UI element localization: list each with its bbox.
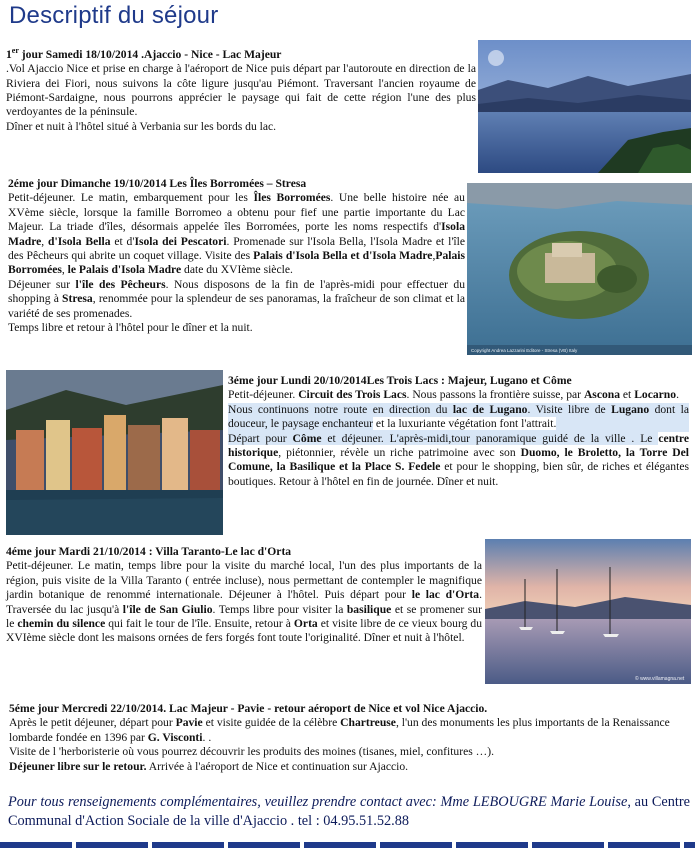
page-title: Descriptif du séjour	[9, 2, 219, 29]
sunset-lake-photo	[485, 539, 691, 684]
contact-details: , au Centre Communal d'Action Sociale de la ville d'Ajaccio . tel : 04.95.51.52.88	[8, 794, 691, 829]
day5-paragraph-3: Déjeuner libre sur le retour. Arrivée à l'aéroport de Nice et continuation sur Ajaccio.	[9, 759, 409, 773]
lake-maggiore-photo	[478, 40, 691, 173]
day4-title: 4éme jour Mardi 21/10/2014 : Villa Taranto-Le lac d'Orta	[6, 545, 292, 558]
day1-text: .Vol Ajaccio Nice et prise en charge à l'aéroport de Nice puis départ par l'autoroute en direction de la Riviera dei Fiori, nous suivons la côte ligure jusqu'au Piémont. Traversant l'ancien royaume de Piémont-Sardaigne, nous pourrons apprécier le paysage qui fait de cette région l'une des plus verdoyantes de la péninsule.	[6, 62, 476, 119]
bottom-border	[0, 842, 695, 848]
day3-section	[228, 374, 689, 489]
day3-title: 3éme jour Lundi 20/10/2014Les Trois Lacs : Majeur, Lugano et Côme	[228, 374, 572, 387]
photo-credit: Copyright Andrea Lazzarini Editore - Stresa (VB) Italy	[471, 348, 578, 353]
day5-title: 5éme jour Mercredi 22/10/2014. Lac Majeur - Pavie - retour aéroport de Nice et vol Nice Ajaccio.	[9, 702, 488, 715]
day2-paragraph-2: Déjeuner sur l'île des Pêcheurs. Nous disposons de la fin de l'après-midi pour effectuer du shopping à Stresa, renommée pour la splendeur de ses panoramas, la fraîcheur de son climat et la variété de ses promenades.	[8, 277, 465, 320]
contact-italic: Pour tous renseignements complémentaires, veuillez prendre contact avec: Mme LEBOUGRE Marie Louise	[8, 794, 628, 810]
day5-paragraph-2: Visite de l 'herboristerie où vous pourrez découvrir les produits des moines (tisanes, miel, confitures …).	[9, 745, 494, 759]
contact-footer	[8, 793, 690, 831]
day3-paragraph-1: Petit-déjeuner. Circuit des Trois Lacs. Nous passons la frontière suisse, par Ascona et Locarno.	[228, 388, 679, 402]
day2-paragraph-1: Petit-déjeuner. Le matin, embarquement pour les Îles Borromées. Une belle histoire née au XVème siècle, lorsque la famille Borromeo a obtenu pour fief une partie importante du Lac Majeur. La triade d'îles, désormais appelée îles Borromées, porte les noms respectifs d'Isola Madre, d'Isola Bella et d'Isola dei Pescatori. Promenade sur l'Isola Bella, l'Isola Madre et l'île des Pêcheurs qui abrite un coquet village. Visite des Palais d'Isola Bella et d'Isola Madre,Palais Borromées, le Palais d'Isola Madre date du XVIème siècle.	[8, 191, 465, 277]
day2-section	[8, 177, 465, 335]
day3-paragraph-2: Nous continuons notre route en direction du lac de Lugano. Visite libre de Lugano dont la douceur, le paysage enchanteur et la luxuriante végétation font l'attrait.	[228, 402, 689, 431]
day1-section	[6, 44, 476, 134]
day1-text-dinner: Dîner et nuit à l'hôtel situé à Verbania sur les bords du lac.	[6, 119, 277, 133]
day5-paragraph-1: Après le petit déjeuner, départ pour Pavie et visite guidée de la célèbre Chartreuse, l'un des monuments les plus importants de la Renaissance lombarde fondée en 1396 par G. Visconti. .	[9, 716, 670, 744]
day1-title: 1er jour Samedi 18/10/2014 .Ajaccio - Nice - Lac Majeur	[6, 46, 282, 61]
photo-credit: © www.villamagna.net	[635, 676, 685, 682]
day3-paragraph-3: Départ pour Côme et déjeuner. L'après-midi,tour panoramique guidé de la ville . Le centre historique, piétonnier, révèle un riche patrimoine avec son Duomo, le Broletto, la Torre Del Comune, la Basilique et la Place S. Fedele et pour le shopping, bien sûr, de riches et élégantes boutiques. Retour à l'hôtel en fin de journée. Dîner et nuit.	[228, 431, 689, 488]
day4-section	[6, 545, 482, 646]
isola-bella-photo	[467, 183, 692, 355]
day2-title: 2éme jour Dimanche 19/10/2014 Les Îles Borromées – Stresa	[8, 177, 307, 190]
day4-paragraph: Petit-déjeuner. Le matin, temps libre pour la visite du marché local, l'un des plus importants de la région, puis visite de la Villa Taranto ( entrée incluse), nous permettant de contempler le magnifique jardin botanique de renommé internationale. Déjeuner à l'hôtel. Puis départ pour le lac d'Orta. Traversée du lac jusqu'à l'île de San Giulio. Temps libre pour visiter la basilique et se promener sur le chemin du silence qui fait le tour de l'île. Ensuite, retour à Orta et visite libre de ce vieux bourg du XVIème siècle dont les maisons ornées de fers forgés font toute l'originalité. Dîner et nuit à l'hôtel.	[6, 559, 482, 645]
day5-section	[9, 702, 689, 774]
day2-paragraph-3: Temps libre et retour à l'hôtel pour le dîner et la nuit.	[8, 321, 253, 335]
lake-village-photo	[6, 370, 223, 535]
